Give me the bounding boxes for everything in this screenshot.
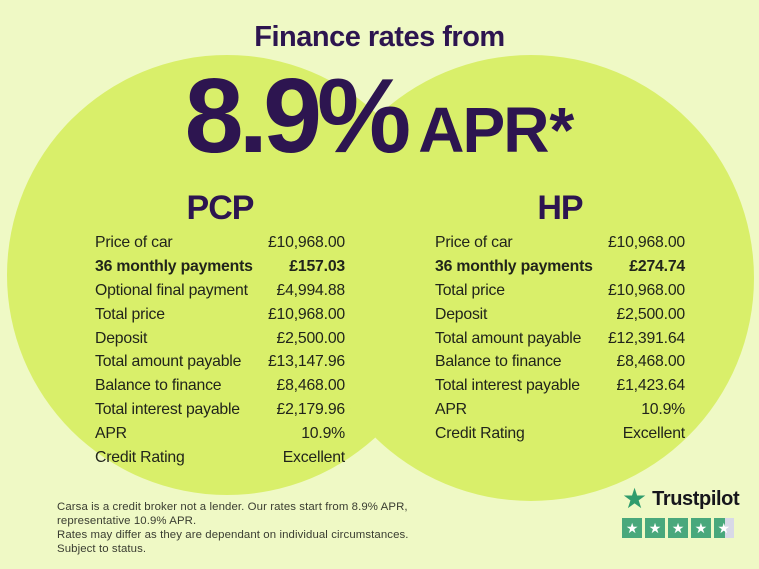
row-value: £2,500.00 [276,329,345,347]
table-row [95,377,345,401]
table-row [95,330,345,354]
row-value: £10,968.00 [267,234,345,251]
row-label: Total amount payable [435,329,582,347]
row-label: Price of car [95,234,173,251]
row-value: 10.9% [301,425,345,443]
rate-value: 8.9% [184,57,407,175]
table-row [435,282,685,306]
row-label: Credit Rating [95,449,185,467]
row-value: £10,968.00 [267,305,345,323]
table-row [435,330,685,354]
row-label: Price of car [435,234,513,251]
trustpilot-rating [622,518,739,538]
trustpilot-widget [622,483,740,538]
row-value: £274.74 [629,257,685,275]
pcp-rows [95,234,345,473]
rating-star-icon: ★ [622,518,642,538]
headline-rate [0,57,759,175]
table-row [435,425,685,449]
pcp-title: PCP [186,189,254,227]
row-value: Excellent [282,449,345,467]
row-label: APR [95,425,127,443]
table-row [435,234,685,258]
row-value: £157.03 [289,257,345,275]
table-row [435,306,685,330]
trustpilot-brand [622,483,740,514]
row-label: Total amount payable [95,353,242,371]
disclaimer-line-1: Carsa is a credit broker not a lender. Our rates start from 8.9% APR, representative 10.9% APR. [57,501,408,527]
table-row [435,377,685,401]
row-label: Total interest payable [435,377,580,395]
rating-star-icon: ★ [668,518,688,538]
table-row [95,306,345,330]
trustpilot-logo-star-icon: ★ [622,483,648,514]
row-label: APR [435,401,467,419]
row-value: £4,994.88 [276,281,345,299]
row-label: Total interest payable [95,401,240,419]
rate-suffix: APR [418,94,548,166]
disclaimer-line-2: Rates may differ as they are dependant on individual circumstances. Subject to status. [57,528,409,555]
table-row [95,282,345,306]
row-label: Deposit [95,329,148,347]
table-row [435,353,685,377]
row-value: £10,968.00 [607,281,685,299]
rating-star-icon: ★ [714,518,734,538]
table-row [95,401,345,425]
table-row [435,401,685,425]
table-row [95,234,345,258]
row-value: £10,968.00 [607,234,685,251]
pcp-column [95,191,345,473]
table-row [95,449,345,473]
rating-star-icon: ★ [645,518,665,538]
row-value: £8,468.00 [616,353,685,371]
row-value: £8,468.00 [276,377,345,395]
row-label: Balance to finance [435,353,562,371]
table-row [435,258,685,282]
row-value: £2,500.00 [616,305,685,323]
row-value: £13,147.96 [267,353,345,371]
rate-asterisk: * [549,94,575,166]
row-value: £1,423.64 [616,377,685,395]
row-label: 36 monthly payments [435,257,593,275]
row-label: Credit Rating [435,425,525,443]
banner-title: Finance rates from [254,21,505,53]
legal-disclaimer [57,501,417,557]
hp-title: HP [537,189,583,227]
hp-column [435,191,685,449]
hp-rows [435,234,685,449]
row-label: Total price [95,305,165,323]
row-label: Optional final payment [95,281,248,299]
row-label: 36 monthly payments [95,257,253,275]
row-value: £2,179.96 [276,401,345,419]
row-label: Deposit [435,305,488,323]
row-label: Total price [435,281,505,299]
row-value: Excellent [622,425,685,443]
row-value: £12,391.64 [607,329,685,347]
row-label: Balance to finance [95,377,222,395]
table-row [95,353,345,377]
trustpilot-wordmark: Trustpilot [652,487,740,510]
table-row [95,258,345,282]
table-row [95,425,345,449]
row-value: 10.9% [641,401,685,419]
rating-star-icon: ★ [691,518,711,538]
